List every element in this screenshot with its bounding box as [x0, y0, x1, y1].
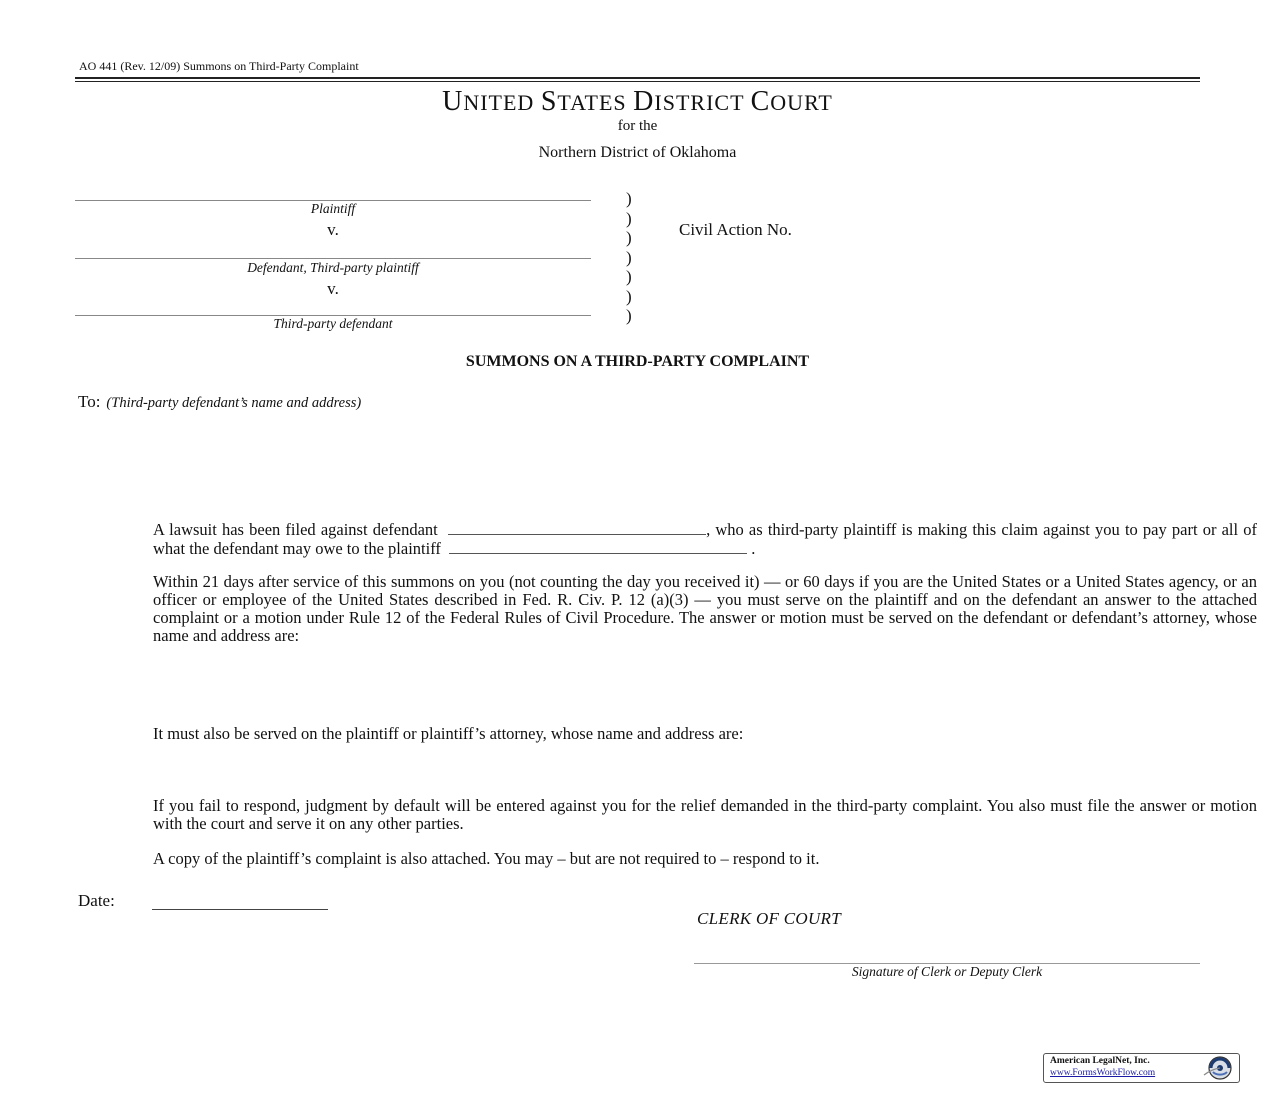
for-the: for the	[617, 118, 658, 134]
date-label: Date:	[78, 891, 115, 910]
district-name: Northern District of Oklahoma	[538, 144, 737, 161]
paragraph-response-deadline: Within 21 days after service of this summons on you (not counting the day you received it) — or 60 days if you are the United States or a United States agency, or an officer or employee of the United States described in Fed. R. Civ. P. 12 (a)(3) — you must serve on the plaintiff and on the defendant an answer to the attached complaint or a motion under Rule 12 of the Federal Rules of Civil Procedure. The answer or motion must be served on the defendant or defendant’s attorney, whose name and address are:	[153, 572, 1257, 645]
signature-label: Signature of Clerk or Deputy Clerk	[851, 964, 1043, 979]
date-field-line[interactable]	[152, 909, 328, 910]
globe-icon	[1201, 1055, 1237, 1081]
defendant-name-blank[interactable]	[448, 520, 706, 535]
defendant-label: Defendant, Third-party plaintiff	[247, 260, 419, 275]
summons-heading: SUMMONS ON A THIRD-PARTY COMPLAINT	[465, 353, 810, 370]
to-hint: (Third-party defendant’s name and address)	[106, 395, 362, 411]
clerk-of-court: CLERK OF COURT	[697, 909, 841, 928]
plaintiff-label: Plaintiff	[310, 201, 356, 216]
to-label: To:	[78, 392, 101, 411]
caption-parentheses: ) ) ) ) ) ) )	[626, 189, 632, 325]
versus-2: v.	[327, 279, 339, 298]
header-rule-thick	[75, 77, 1200, 79]
civil-action-number[interactable]: Civil Action No.	[679, 220, 792, 239]
paragraph-serve-plaintiff: It must also be served on the plaintiff or plaintiff’s attorney, whose name and address are:	[153, 724, 744, 743]
third-party-label: Third-party defendant	[273, 316, 393, 331]
to-line	[78, 392, 361, 412]
paragraph-default-judgment: If you fail to respond, judgment by default will be entered against you for the relief demanded in the third-party complaint. You also must file the answer or motion with the court and serve it on any other parties.	[153, 796, 1257, 833]
logo-company-name: American LegalNet, Inc.	[1050, 1056, 1150, 1066]
court-title: UNITED STATES DISTRICT COURT	[442, 86, 833, 117]
plaintiff-name-blank[interactable]	[449, 539, 747, 554]
defendant-line[interactable]	[75, 258, 591, 259]
logo-url[interactable]: www.FormsWorkFlow.com	[1050, 1068, 1156, 1078]
form-id: AO 441 (Rev. 12/09) Summons on Third-Party Complaint	[79, 59, 359, 73]
header-rule-thin	[75, 81, 1200, 82]
paragraph-lawsuit: A lawsuit has been filed against defendant , who as third-party plaintiff is making this claim against you to pay part or all of what the defendant may owe to the plaintiff .	[153, 520, 1257, 558]
american-legalnet-logo[interactable]	[1043, 1053, 1240, 1083]
paragraph-complaint-attached: A copy of the plaintiff’s complaint is also attached. You may – but are not required to – respond to it.	[153, 849, 820, 868]
versus-1: v.	[327, 220, 339, 239]
